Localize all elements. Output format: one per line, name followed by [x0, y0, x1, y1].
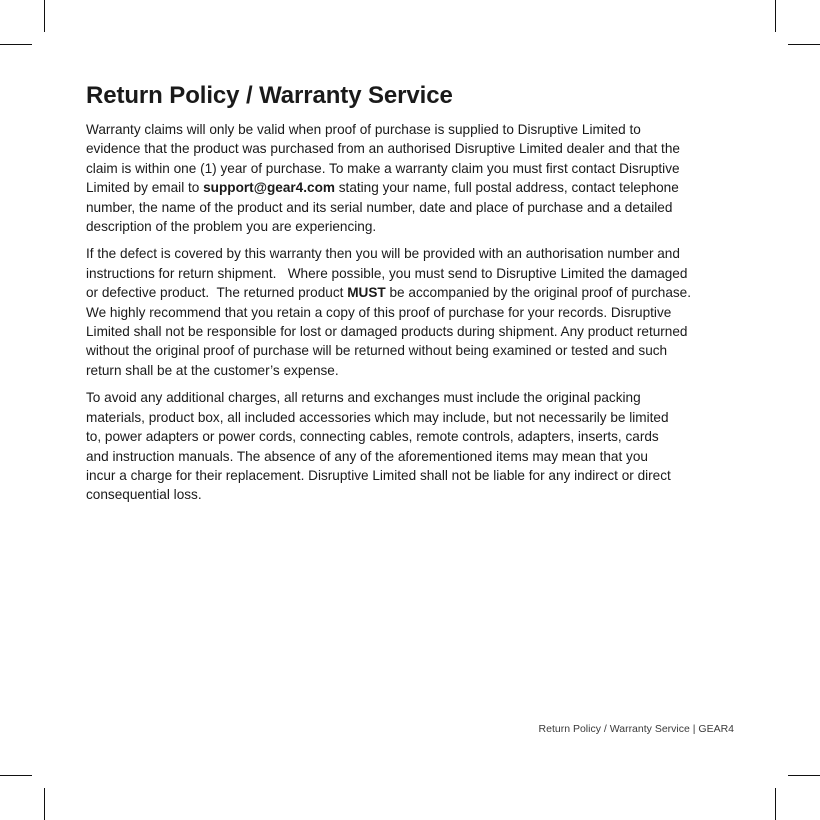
support-email: support@gear4.com — [203, 180, 335, 196]
text-line: to, power adapters or power cords, connecting cables, remote controls, adapters, inserts, cards — [86, 429, 659, 445]
text-line: description of the problem you are experiencing. — [86, 219, 377, 235]
text-line: instructions for return shipment. Where possible, you must send to Disruptive Limited the damaged — [86, 265, 688, 281]
text-line: return shall be at the customer’s expense. — [86, 362, 339, 378]
text-line: claim is within one (1) year of purchase. To make a warranty claim you must first contact Disruptive — [86, 160, 680, 176]
text-segment: stating your name, full postal address, contact telephone — [334, 180, 679, 196]
crop-mark-top-right-horizontal — [788, 44, 820, 45]
crop-mark-bottom-right-vertical — [775, 788, 776, 820]
text-segment: Limited by email to — [86, 180, 204, 196]
crop-mark-bottom-right-horizontal — [788, 775, 820, 776]
text-line: without the original proof of purchase will be returned without being examined or tested and such — [86, 343, 668, 359]
text-line: If the defect is covered by this warranty then you will be provided with an authorisation number and — [86, 246, 680, 262]
paragraph-return-shipment — [86, 244, 746, 380]
text-line: number, the name of the product and its serial number, date and place of purchase and a detailed — [86, 199, 673, 215]
must-emphasis: MUST — [347, 285, 386, 301]
text-line-must — [86, 283, 746, 302]
crop-mark-top-right-vertical — [775, 0, 776, 32]
text-line: To avoid any additional charges, all returns and exchanges must include the original packing — [86, 390, 641, 406]
text-line: evidence that the product was purchased from an authorised Disruptive Limited dealer and that the — [86, 141, 680, 157]
text-segment: be accompanied by the original proof of purchase. — [385, 285, 692, 301]
text-line: Limited shall not be responsible for lost or damaged products during shipment. Any product returned — [86, 324, 688, 340]
text-line: We highly recommend that you retain a copy of this proof of purchase for your records. Disruptive — [86, 304, 672, 320]
crop-mark-top-left-vertical — [44, 0, 45, 32]
page-footer: Return Policy / Warranty Service | GEAR4 — [538, 723, 734, 735]
body-text — [86, 120, 746, 513]
crop-mark-bottom-left-horizontal — [0, 775, 32, 776]
text-line: Warranty claims will only be valid when proof of purchase is supplied to Disruptive Limited to — [86, 122, 641, 137]
paragraph-additional-charges — [86, 388, 746, 504]
text-line: consequential loss. — [86, 487, 202, 503]
page-title: Return Policy / Warranty Service — [86, 82, 453, 109]
text-line: materials, product box, all included accessories which may include, but not necessarily be limited — [86, 409, 669, 425]
paragraph-warranty-claims — [86, 120, 746, 236]
crop-mark-bottom-left-vertical — [44, 788, 45, 820]
crop-mark-top-left-horizontal — [0, 44, 32, 45]
text-line-email — [86, 178, 746, 197]
text-segment: or defective product. The returned product — [86, 285, 348, 301]
text-line: incur a charge for their replacement. Disruptive Limited shall not be liable for any indirect or direct — [86, 467, 671, 483]
text-line: and instruction manuals. The absence of any of the aforementioned items may mean that you — [86, 448, 648, 464]
